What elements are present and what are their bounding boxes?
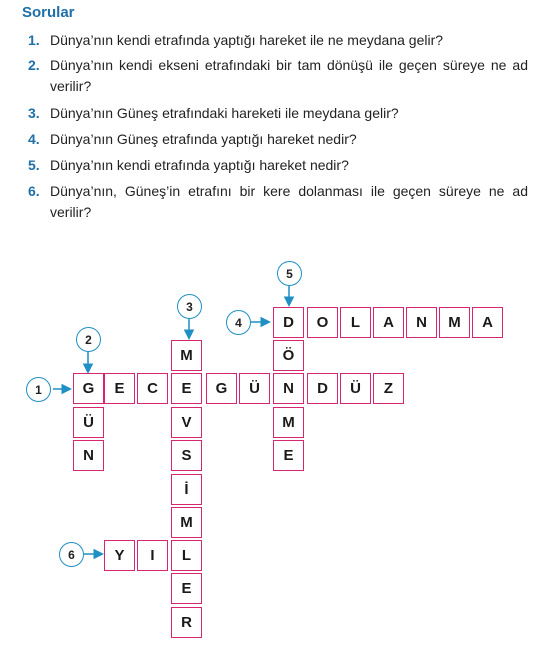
crossword-cell[interactable]: Y — [104, 540, 135, 571]
question-text: Dünya’nın kendi ekseni etrafındaki bir tam dönüşü ile geçen süreye ne ad verilir? — [50, 57, 528, 94]
crossword-cell[interactable]: A — [472, 307, 503, 338]
crossword-cell[interactable]: D — [307, 373, 338, 404]
clue-number-1: 1 — [26, 377, 51, 402]
crossword-cell[interactable]: V — [171, 407, 202, 438]
crossword-cell[interactable]: N — [273, 373, 304, 404]
crossword-cell[interactable]: G — [206, 373, 237, 404]
crossword-cell[interactable]: M — [273, 407, 304, 438]
crossword-cell[interactable]: Ü — [340, 373, 371, 404]
question-number: 4. — [28, 131, 40, 147]
question-text: Dünya’nın Güneş etrafında yaptığı hareket nedir? — [50, 131, 357, 147]
clue-number-4: 4 — [226, 310, 251, 335]
crossword-cell[interactable]: M — [439, 307, 470, 338]
question-number: 5. — [28, 157, 40, 173]
crossword-cell[interactable]: L — [171, 540, 202, 571]
crossword-cell[interactable]: I — [137, 540, 168, 571]
crossword-cell[interactable]: M — [171, 507, 202, 538]
clue-number-3: 3 — [177, 294, 202, 319]
questions-heading: Sorular — [22, 4, 75, 21]
clue-number-5: 5 — [277, 261, 302, 286]
crossword-cell[interactable]: D — [273, 307, 304, 338]
crossword-cell[interactable]: O — [307, 307, 338, 338]
crossword-cell[interactable]: E — [273, 440, 304, 471]
crossword-cell[interactable]: N — [406, 307, 437, 338]
question-text: Dünya’nın, Güneş’in etrafını bir kere dolanması ile geçen süreye ne ad verilir? — [50, 183, 528, 220]
crossword-cell[interactable]: C — [137, 373, 168, 404]
question-text: Dünya’nın kendi etrafında yaptığı hareket nedir? — [50, 157, 349, 173]
crossword-cell[interactable]: Ö — [273, 340, 304, 371]
clue-number-6: 6 — [59, 542, 84, 567]
question-number: 1. — [28, 32, 40, 48]
crossword-cell[interactable]: E — [171, 573, 202, 604]
crossword-cell[interactable]: A — [373, 307, 404, 338]
crossword-cell[interactable]: Ü — [239, 373, 270, 404]
crossword-cell[interactable]: L — [340, 307, 371, 338]
crossword-cell[interactable]: G — [73, 373, 104, 404]
question-text: Dünya’nın kendi etrafında yaptığı hareket ile ne meydana gelir? — [50, 32, 444, 48]
crossword-cell[interactable]: E — [104, 373, 135, 404]
crossword-cell[interactable]: Z — [373, 373, 404, 404]
question-number: 2. — [28, 57, 40, 73]
crossword-cell[interactable]: M — [171, 340, 202, 371]
crossword-cell[interactable]: R — [171, 607, 202, 638]
question-text: Dünya’nın Güneş etrafındaki hareketi ile meydana gelir? — [50, 105, 399, 121]
crossword-cell[interactable]: Ü — [73, 407, 104, 438]
question-number: 6. — [28, 183, 40, 199]
crossword-cell[interactable]: S — [171, 440, 202, 471]
crossword-cell[interactable]: İ — [171, 474, 202, 505]
clue-number-2: 2 — [76, 327, 101, 352]
question-number: 3. — [28, 105, 40, 121]
crossword-cell[interactable]: E — [171, 373, 202, 404]
crossword-cell[interactable]: N — [73, 440, 104, 471]
